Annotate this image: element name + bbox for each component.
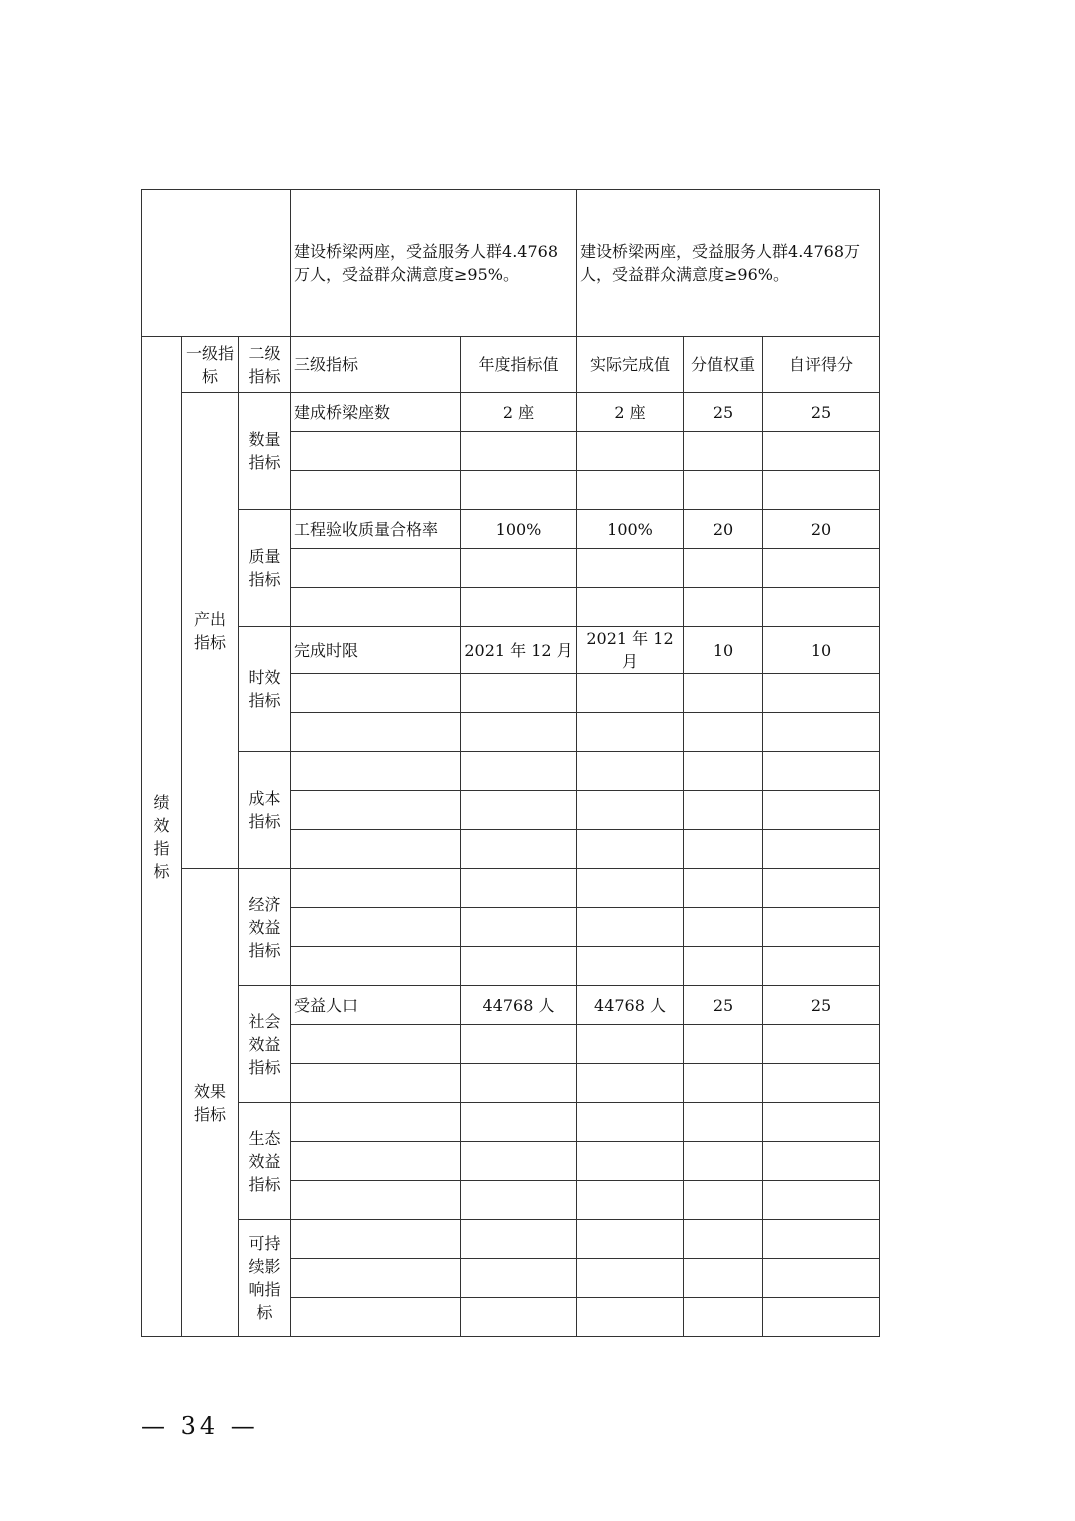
score-cell: [763, 1220, 880, 1259]
score-cell: [763, 1064, 880, 1103]
indicator-name-cell: 工程验收质量合格率: [291, 510, 461, 549]
goal-planned-cell: [291, 190, 577, 337]
score-cell: [763, 1298, 880, 1337]
actual-value-cell: [577, 947, 684, 986]
target-value-cell: 2021 年 12 月: [461, 627, 577, 674]
actual-value-cell: [577, 549, 684, 588]
actual-value-cell: 2 座: [577, 393, 684, 432]
target-value-cell: [461, 1259, 577, 1298]
goal-planned-text: 建设桥梁两座，受益服务人群4.4768万人，受益群众满意度≥95%。: [294, 242, 559, 284]
score-cell: [763, 1025, 880, 1064]
actual-value-cell: 44768 人: [577, 986, 684, 1025]
table-row: [142, 1103, 880, 1142]
level2-label: 数量指标: [248, 430, 281, 472]
indicator-name-cell: [291, 1142, 461, 1181]
indicator-name-cell: [291, 830, 461, 869]
actual-value-cell: [577, 713, 684, 752]
target-value-cell: [461, 830, 577, 869]
target-value-cell: [461, 1220, 577, 1259]
page-number: — 34 —: [141, 1412, 259, 1440]
weight-cell: [684, 908, 763, 947]
indicator-name-cell: [291, 1220, 461, 1259]
level1-label: 产出指标: [193, 609, 226, 652]
level2-label: 生态效益指标: [248, 1128, 281, 1194]
target-value-cell: 44768 人: [461, 986, 577, 1025]
target-value-cell: [461, 1025, 577, 1064]
target-value-cell: [461, 432, 577, 471]
table-row: [142, 752, 880, 791]
score-cell: 25: [763, 986, 880, 1025]
target-value-cell: 2 座: [461, 393, 577, 432]
header-target: 年度指标值: [461, 337, 577, 393]
score-cell: [763, 588, 880, 627]
header-row: [142, 337, 880, 393]
level2-label: 时效指标: [248, 668, 281, 710]
target-value-cell: [461, 674, 577, 713]
level2-label: 经济效益指标: [248, 894, 281, 960]
score-cell: [763, 1259, 880, 1298]
level2-cell: [239, 1103, 291, 1220]
score-cell: [763, 791, 880, 830]
target-value-cell: [461, 1142, 577, 1181]
target-value-cell: [461, 869, 577, 908]
actual-value-cell: [577, 908, 684, 947]
weight-cell: [684, 713, 763, 752]
indicator-name-cell: [291, 1181, 461, 1220]
target-value-cell: 100%: [461, 510, 577, 549]
table-row: [142, 510, 880, 549]
table-row: [142, 869, 880, 908]
score-cell: 20: [763, 510, 880, 549]
header-level1: 一级指标: [182, 337, 239, 393]
level2-label: 质量指标: [248, 547, 281, 589]
weight-cell: [684, 830, 763, 869]
weight-cell: [684, 752, 763, 791]
actual-value-cell: [577, 674, 684, 713]
weight-cell: [684, 869, 763, 908]
target-value-cell: [461, 908, 577, 947]
level1-cell: [182, 869, 239, 1337]
weight-cell: [684, 1025, 763, 1064]
level1-label: 效果指标: [193, 1081, 226, 1124]
indicator-name-cell: [291, 752, 461, 791]
level2-cell: [239, 393, 291, 510]
score-cell: 25: [763, 393, 880, 432]
weight-cell: [684, 1064, 763, 1103]
header-level2: 二级指标: [239, 337, 291, 393]
header-score: 自评得分: [763, 337, 880, 393]
score-cell: [763, 471, 880, 510]
score-cell: [763, 549, 880, 588]
actual-value-cell: [577, 752, 684, 791]
weight-cell: [684, 1103, 763, 1142]
weight-cell: [684, 1142, 763, 1181]
score-cell: [763, 713, 880, 752]
score-cell: [763, 869, 880, 908]
score-cell: [763, 1103, 880, 1142]
weight-cell: [684, 588, 763, 627]
target-value-cell: [461, 1298, 577, 1337]
table-row: [142, 1220, 880, 1259]
target-value-cell: [461, 549, 577, 588]
score-cell: [763, 947, 880, 986]
level2-cell: [239, 1220, 291, 1337]
score-cell: [763, 1181, 880, 1220]
weight-cell: [684, 432, 763, 471]
goal-actual-cell: [577, 190, 880, 337]
category-label: 绩效指标: [153, 792, 170, 881]
actual-value-cell: [577, 1064, 684, 1103]
indicator-name-cell: 建成桥梁座数: [291, 393, 461, 432]
level2-cell: [239, 986, 291, 1103]
actual-value-cell: [577, 869, 684, 908]
weight-cell: [684, 791, 763, 830]
header-level3: 三级指标: [291, 337, 461, 393]
level2-label: 社会效益指标: [248, 1011, 281, 1077]
weight-cell: [684, 1220, 763, 1259]
level2-label: 可持续影响指标: [248, 1234, 281, 1322]
score-cell: [763, 752, 880, 791]
level2-label: 成本指标: [248, 789, 281, 831]
level2-cell: [239, 752, 291, 869]
indicator-name-cell: [291, 1259, 461, 1298]
weight-cell: [684, 947, 763, 986]
actual-value-cell: [577, 1025, 684, 1064]
actual-value-cell: 100%: [577, 510, 684, 549]
goal-label-cell: [142, 190, 291, 337]
goal-actual-text: 建设桥梁两座，受益服务人群4.4768万人，受益群众满意度≥96%。: [580, 242, 861, 284]
target-value-cell: [461, 1103, 577, 1142]
score-cell: [763, 432, 880, 471]
weight-cell: [684, 471, 763, 510]
weight-cell: 25: [684, 393, 763, 432]
weight-cell: [684, 1259, 763, 1298]
weight-cell: [684, 1181, 763, 1220]
table-row: [142, 986, 880, 1025]
score-cell: [763, 830, 880, 869]
indicator-name-cell: [291, 1298, 461, 1337]
score-cell: [763, 1142, 880, 1181]
actual-value-cell: [577, 1259, 684, 1298]
table-row: [142, 627, 880, 674]
weight-cell: 20: [684, 510, 763, 549]
actual-value-cell: [577, 588, 684, 627]
indicator-name-cell: [291, 791, 461, 830]
goal-row: [142, 190, 880, 337]
indicator-name-cell: [291, 674, 461, 713]
target-value-cell: [461, 752, 577, 791]
target-value-cell: [461, 1064, 577, 1103]
target-value-cell: [461, 791, 577, 830]
score-cell: [763, 908, 880, 947]
level1-cell: [182, 393, 239, 869]
indicator-name-cell: [291, 588, 461, 627]
category-cell: [142, 337, 182, 1337]
indicator-name-cell: [291, 432, 461, 471]
table-body: [142, 190, 880, 1337]
table-row: [142, 393, 880, 432]
actual-value-cell: [577, 1220, 684, 1259]
level2-cell: [239, 627, 291, 752]
level2-cell: [239, 510, 291, 627]
weight-cell: 25: [684, 986, 763, 1025]
target-value-cell: [461, 947, 577, 986]
weight-cell: 10: [684, 627, 763, 674]
target-value-cell: [461, 471, 577, 510]
indicator-name-cell: 完成时限: [291, 627, 461, 674]
indicator-name-cell: [291, 471, 461, 510]
target-value-cell: [461, 713, 577, 752]
indicator-name-cell: [291, 1025, 461, 1064]
target-value-cell: [461, 588, 577, 627]
actual-value-cell: [577, 830, 684, 869]
indicator-name-cell: [291, 713, 461, 752]
performance-table: [141, 189, 880, 1337]
indicator-name-cell: [291, 549, 461, 588]
actual-value-cell: [577, 1142, 684, 1181]
indicator-name-cell: [291, 1103, 461, 1142]
indicator-name-cell: [291, 1064, 461, 1103]
actual-value-cell: [577, 1103, 684, 1142]
weight-cell: [684, 549, 763, 588]
actual-value-cell: [577, 1298, 684, 1337]
weight-cell: [684, 674, 763, 713]
actual-value-cell: [577, 471, 684, 510]
score-cell: 10: [763, 627, 880, 674]
actual-value-cell: [577, 1181, 684, 1220]
score-cell: [763, 674, 880, 713]
actual-value-cell: 2021 年 12 月: [577, 627, 684, 674]
header-weight: 分值权重: [684, 337, 763, 393]
header-actual: 实际完成值: [577, 337, 684, 393]
actual-value-cell: [577, 432, 684, 471]
indicator-name-cell: 受益人口: [291, 986, 461, 1025]
indicator-name-cell: [291, 869, 461, 908]
actual-value-cell: [577, 791, 684, 830]
indicator-name-cell: [291, 908, 461, 947]
weight-cell: [684, 1298, 763, 1337]
level2-cell: [239, 869, 291, 986]
target-value-cell: [461, 1181, 577, 1220]
indicator-name-cell: [291, 947, 461, 986]
